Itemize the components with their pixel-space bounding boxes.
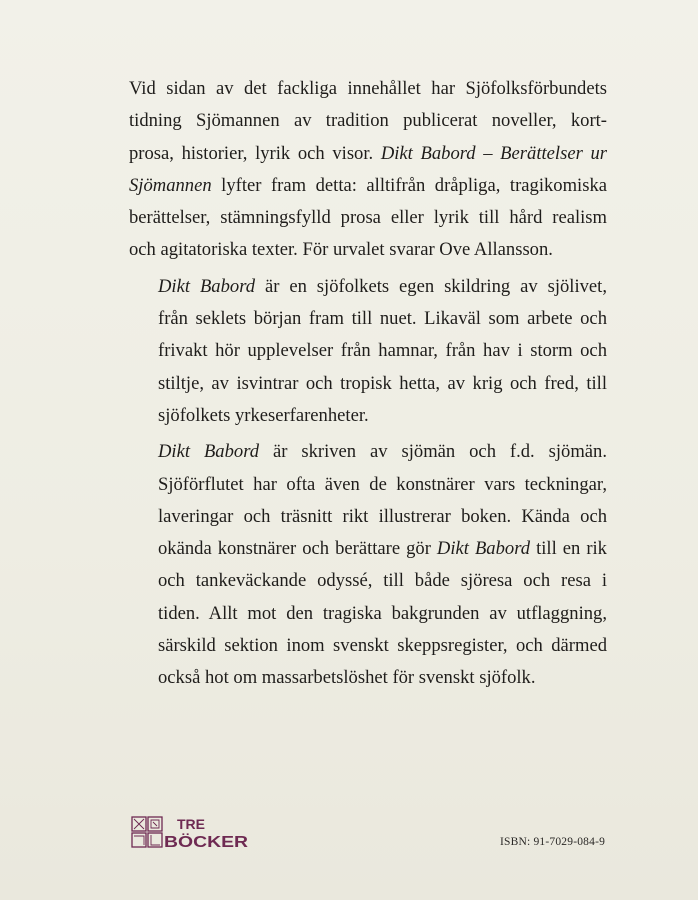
text-line [129,436,607,468]
paragraph [129,271,607,432]
text-run: är en sjöfolkets egen skildring av sjölivet, [255,275,607,297]
book-title-italic: Dikt Babord [436,538,531,560]
text-line [129,533,607,565]
logo-text-bocker: BÖCKER [164,834,234,851]
text-run: berättelser, stämningsfylld prosa eller lyrik till hård realism [129,207,607,229]
text-run: tidning Sjömannen av tradition publicerat noveller, kort- [129,110,607,132]
text-line [129,501,607,533]
text-line [129,630,607,662]
logo-text-tre: TRE [177,816,205,832]
text-run: lyfter fram detta: alltifrån dråpliga, tragikomiska [211,174,607,196]
logo-grid-icon [132,817,162,847]
book-title-italic: Sjömannen [129,174,212,196]
text-line [129,271,607,303]
blurb-text [129,73,607,695]
text-run: också hot om massarbetslöshet för svenskt sjöfolk. [158,667,536,689]
text-line [129,170,607,202]
book-title-italic: Dikt Babord [158,441,260,463]
text-line [129,335,607,367]
text-run: och tankeväckande odyssé, till både sjöresa och resa i [158,570,607,592]
text-run: är skriven av sjömän och f.d. sjömän. [259,441,607,463]
text-line [129,138,607,170]
publisher-logo [131,815,251,851]
text-run: laveringar och träsnitt rikt illustrerar boken. Kända och [158,505,607,527]
text-line [129,662,607,694]
isbn-number: ISBN: 91-7029-084-9 [500,836,606,848]
text-line [129,105,607,137]
text-run: sjöfolkets yrkeserfarenheter. [158,404,369,426]
text-run: okända konstnärer och berättare gör [158,538,437,560]
text-line [129,598,607,630]
text-run: till en rik [530,538,607,560]
book-title-italic: Dikt Babord – Berättelser ur [380,142,607,164]
text-run: särskild sektion inom svenskt skeppsregister, och därmed [158,635,607,657]
text-run: och agitatoriska texter. För urvalet svarar Ove Allansson. [129,239,553,261]
text-run: Vid sidan av det fackliga innehållet har Sjöfolksförbundets [129,78,607,99]
text-line [129,73,607,105]
text-line [129,202,607,234]
paragraph [129,436,607,694]
text-run: stiltje, av isvintrar och tropisk hetta, av krig och fred, till [158,372,607,394]
text-run: Sjöförflutet har ofta även de konstnärer vars teckningar, [158,473,607,495]
text-line [129,234,607,266]
text-run: tiden. Allt mot den tragiska bakgrunden av utflaggning, [158,602,607,624]
paragraph [129,73,607,267]
text-line [129,469,607,501]
text-line [129,368,607,400]
text-run: prosa, historier, lyrik och visor. [129,142,381,164]
text-run: frivakt hör upplevelser från hamnar, från hav i storm och [158,340,607,362]
text-line [129,565,607,597]
book-title-italic: Dikt Babord [158,275,256,297]
text-run: från seklets början fram till nuet. Likaväl som arbete och [158,308,607,330]
text-line [129,400,607,432]
text-line [129,303,607,335]
